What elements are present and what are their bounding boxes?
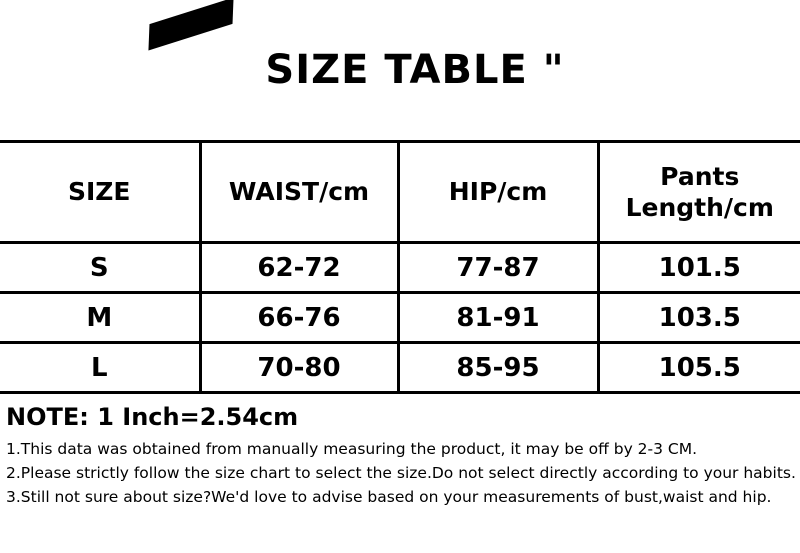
cell-pants-length: 103.5 (598, 293, 800, 343)
cell-hip: 77-87 (398, 243, 598, 293)
column-header-waist: WAIST/cm (200, 143, 398, 243)
note-line-3: 3.Still not sure about size?We'd love to advise based on your measurements of bust,waist and hip. (6, 488, 772, 507)
note-line-1: 1.This data was obtained from manually measuring the product, it may be off by 2-3 CM. (6, 440, 698, 459)
column-header-pants-length: Pants Length/cm (598, 143, 800, 243)
notes-heading: NOTE: 1 Inch=2.54cm (6, 403, 299, 431)
size-table (0, 143, 800, 394)
notes-section (0, 394, 800, 509)
page-title: SIZE TABLE " (265, 47, 565, 93)
cell-pants-length: 105.5 (598, 343, 800, 393)
cell-pants-length: 101.5 (598, 243, 800, 293)
note-line-2: 2.Please strictly follow the size chart to select the size.Do not select directly according to your habits. (6, 464, 796, 483)
cell-waist: 62-72 (200, 243, 398, 293)
table-row (0, 343, 800, 393)
table-row (0, 243, 800, 293)
cell-size: L (0, 343, 200, 393)
cell-size: S (0, 243, 200, 293)
cell-waist: 66-76 (200, 293, 398, 343)
column-header-size: SIZE (0, 143, 200, 243)
column-header-hip: HIP/cm (398, 143, 598, 243)
title-band (0, 0, 800, 143)
table-header-row (0, 143, 800, 243)
cell-waist: 70-80 (200, 343, 398, 393)
brand-slash-icon (148, 0, 233, 50)
cell-size: M (0, 293, 200, 343)
cell-hip: 85-95 (398, 343, 598, 393)
table-row (0, 293, 800, 343)
cell-hip: 81-91 (398, 293, 598, 343)
